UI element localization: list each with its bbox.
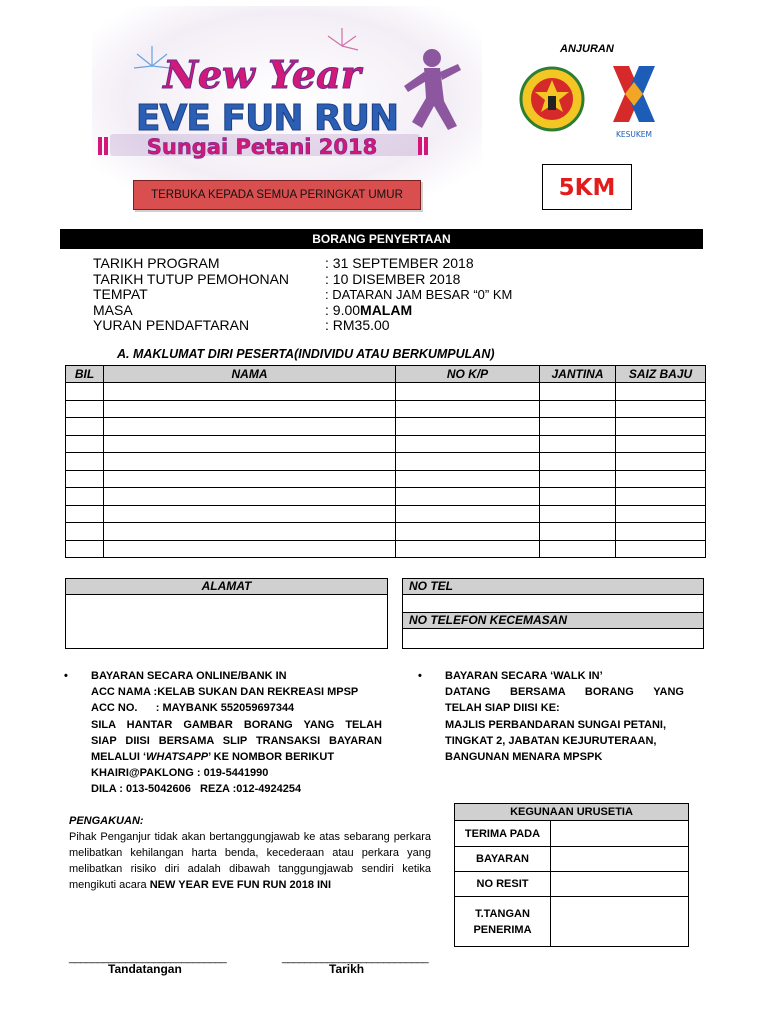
participant-cell[interactable]	[66, 488, 104, 506]
participant-cell[interactable]	[104, 435, 396, 453]
office-use-table	[454, 803, 689, 947]
contact-line: KHAIRI@PAKLONG : 019-5441990	[91, 767, 269, 780]
distance-text: 5KM	[558, 175, 616, 201]
participant-cell[interactable]	[616, 540, 706, 558]
walkin-line: BANGUNAN MENARA MPSPK	[445, 751, 603, 764]
participant-cell[interactable]	[66, 540, 104, 558]
table-header-row	[455, 804, 689, 821]
table-row	[66, 488, 706, 506]
participant-cell[interactable]	[540, 505, 616, 523]
table-row	[66, 418, 706, 436]
office-use-label: TERIMA PADA	[455, 821, 551, 847]
participant-cell[interactable]	[616, 488, 706, 506]
participant-cell[interactable]	[616, 523, 706, 541]
date-line[interactable]: __________________________	[282, 952, 429, 964]
banner-line3: Sungai Petani 2018	[146, 135, 378, 159]
address-label: ALAMAT	[66, 579, 387, 595]
participant-cell[interactable]	[540, 435, 616, 453]
participant-cell[interactable]	[616, 453, 706, 471]
bullet-icon: •	[64, 670, 68, 682]
program-value: : 31 SEPTEMBER 2018	[325, 255, 474, 271]
office-use-label: T.TANGAN PENERIMA	[455, 897, 551, 947]
program-value: : 10 DISEMBER 2018	[325, 270, 461, 287]
participant-table	[65, 365, 706, 558]
program-row	[93, 287, 512, 303]
phone-label: NO TEL	[403, 579, 703, 595]
contact-line: DILA : 013-5042606 REZA :012-4924254	[91, 783, 302, 796]
declaration-title: PENGAKUAN:	[69, 815, 144, 827]
participant-cell[interactable]	[66, 383, 104, 401]
emergency-phone-field[interactable]	[403, 629, 703, 646]
program-row	[93, 318, 512, 334]
program-label: TARIKH PROGRAM	[93, 255, 220, 271]
participant-cell[interactable]	[540, 523, 616, 541]
participant-cell[interactable]	[66, 453, 104, 471]
table-row	[66, 435, 706, 453]
participant-cell[interactable]	[540, 488, 616, 506]
table-row	[66, 470, 706, 488]
instruction-line	[91, 749, 382, 765]
declaration-event: NEW YEAR EVE FUN RUN 2018 INI	[149, 879, 332, 891]
age-notice: TERBUKA KEPADA SEMUA PERINGKAT UMUR	[133, 180, 421, 210]
signature-label: Tandatangan	[108, 962, 182, 976]
participant-cell[interactable]	[616, 383, 706, 401]
signature-line[interactable]: ____________________________	[69, 952, 227, 964]
program-label: TEMPAT	[93, 286, 148, 302]
payment-online	[64, 668, 382, 798]
instruction-part: MELALUI ‘	[91, 751, 146, 764]
participant-cell[interactable]	[396, 505, 540, 523]
declaration-body	[69, 829, 431, 893]
participant-cell[interactable]	[66, 400, 104, 418]
walkin-line: DATANG BERSAMA BORANG YANG	[445, 686, 684, 699]
payment-online-title: BAYARAN SECARA ONLINE/BANK IN	[91, 670, 287, 682]
office-use-title: KEGUNAAN URUSETIA	[455, 804, 689, 821]
table-row	[455, 897, 689, 947]
declaration-text: Pihak Penganjur tidak akan bertanggungjawab ke atas sebarang perkara melibatkan kehilangan harta benda, kecederaan atau perkara yang melibatkan risiko diri adalah dibawah tanggungjawab sendiri ketika mengikuti acara	[69, 831, 431, 891]
walkin-line: MAJLIS PERBANDARAN SUNGAI PETANI,	[445, 718, 667, 731]
phone-box	[402, 578, 704, 649]
instruction-line: SILA HANTAR GAMBAR BORANG YANG TELAH	[91, 718, 382, 731]
account-number: ACC NO. : MAYBANK 552059697344	[91, 702, 295, 715]
participant-cell[interactable]	[540, 400, 616, 418]
table-row	[455, 847, 689, 872]
payment-walkin	[418, 668, 684, 765]
walkin-line: TELAH SIAP DIISI KE:	[445, 702, 560, 715]
bullet-icon: •	[418, 670, 422, 682]
program-label: MASA	[93, 301, 133, 318]
phone-field[interactable]	[403, 595, 703, 613]
col-nokp: NO K/P	[396, 366, 540, 383]
office-use-field[interactable]	[551, 872, 689, 897]
participant-cell[interactable]	[66, 435, 104, 453]
program-value: : RM35.00	[325, 317, 390, 333]
participant-cell[interactable]	[66, 470, 104, 488]
program-row	[93, 256, 512, 272]
participant-cell[interactable]	[104, 488, 396, 506]
participant-cell[interactable]	[540, 540, 616, 558]
program-row	[93, 272, 512, 288]
table-row	[66, 523, 706, 541]
table-row	[66, 400, 706, 418]
declaration	[69, 813, 431, 893]
table-row	[66, 383, 706, 401]
office-use-field[interactable]	[551, 821, 689, 847]
instruction-line: SIAP DIISI BERSAMA SLIP TRANSAKSI BAYARAN	[91, 734, 382, 747]
col-saiz-baju: SAIZ BAJU	[616, 366, 706, 383]
emergency-phone-label: NO TELEFON KECEMASAN	[403, 613, 703, 629]
participant-cell[interactable]	[616, 470, 706, 488]
participant-cell[interactable]	[396, 400, 540, 418]
program-value	[325, 303, 412, 319]
address-field[interactable]	[66, 595, 387, 648]
participant-cell[interactable]	[66, 505, 104, 523]
distance-badge	[542, 164, 632, 210]
walkin-line: TINGKAT 2, JABATAN KEJURUTERAAN,	[445, 734, 657, 747]
participant-cell[interactable]	[396, 418, 540, 436]
col-bil: BIL	[66, 366, 104, 383]
office-use-field[interactable]	[551, 847, 689, 872]
banner-line1: New Year	[163, 52, 361, 97]
date-label: Tarikh	[329, 962, 365, 976]
address-box	[65, 578, 388, 649]
kesukem-text: KESUKEM	[615, 130, 653, 139]
organizer-label: ANJURAN	[560, 43, 614, 55]
participant-cell[interactable]	[540, 418, 616, 436]
time-suffix: MALAM	[360, 301, 413, 318]
payment-walkin-title: BAYARAN SECARA ‘WALK IN’	[445, 670, 603, 682]
participant-cell[interactable]	[616, 400, 706, 418]
table-row	[66, 540, 706, 558]
table-row	[66, 453, 706, 471]
participant-cell[interactable]	[104, 540, 396, 558]
office-use-label: NO RESIT	[455, 872, 551, 897]
program-row	[93, 303, 512, 319]
banner-line2: EVE FUN RUN	[135, 98, 399, 139]
account-name: ACC NAMA :KELAB SUKAN DAN REKREASI MPSP	[91, 686, 359, 699]
table-row	[455, 821, 689, 847]
program-value: : DATARAN JAM BESAR “0” KM	[325, 287, 513, 302]
instruction-part: ’ KE NOMBOR BERIKUT	[208, 751, 335, 764]
participant-cell[interactable]	[540, 470, 616, 488]
participant-cell[interactable]	[104, 470, 396, 488]
program-info	[93, 256, 512, 334]
participant-cell[interactable]	[540, 453, 616, 471]
participant-cell[interactable]	[104, 400, 396, 418]
col-nama: NAMA	[104, 366, 396, 383]
participant-cell[interactable]	[104, 505, 396, 523]
participant-cell[interactable]	[396, 488, 540, 506]
participant-cell[interactable]	[396, 435, 540, 453]
program-label: YURAN PENDAFTARAN	[93, 317, 250, 333]
participant-cell[interactable]	[396, 540, 540, 558]
participant-cell[interactable]	[616, 418, 706, 436]
section-a-title: A. MAKLUMAT DIRI PESERTA(INDIVIDU ATAU BERKUMPULAN)	[117, 347, 495, 361]
table-header-row	[66, 366, 706, 383]
kesukem-logo-icon	[607, 60, 661, 142]
form-title: BORANG PENYERTAAN	[60, 229, 703, 249]
participant-cell[interactable]	[66, 418, 104, 436]
participant-cell[interactable]	[396, 470, 540, 488]
participant-cell[interactable]	[104, 453, 396, 471]
table-row	[66, 505, 706, 523]
col-jantina: JANTINA	[540, 366, 616, 383]
participant-cell[interactable]	[396, 383, 540, 401]
time-value: : 9.00	[325, 301, 361, 318]
mpsp-seal-icon	[519, 66, 585, 132]
participant-cell[interactable]	[396, 523, 540, 541]
participant-cell[interactable]	[396, 453, 540, 471]
participant-cell[interactable]	[104, 523, 396, 541]
program-label: TARIKH TUTUP PEMOHONAN	[93, 270, 290, 287]
table-row	[455, 872, 689, 897]
office-use-field[interactable]	[551, 897, 689, 947]
participant-cell[interactable]	[616, 435, 706, 453]
participant-cell[interactable]	[540, 383, 616, 401]
participant-cell[interactable]	[66, 523, 104, 541]
whatsapp-text: WHATSAPP	[146, 751, 209, 764]
office-use-label: BAYARAN	[455, 847, 551, 872]
participant-cell[interactable]	[616, 505, 706, 523]
participant-cell[interactable]	[104, 383, 396, 401]
participant-cell[interactable]	[104, 418, 396, 436]
